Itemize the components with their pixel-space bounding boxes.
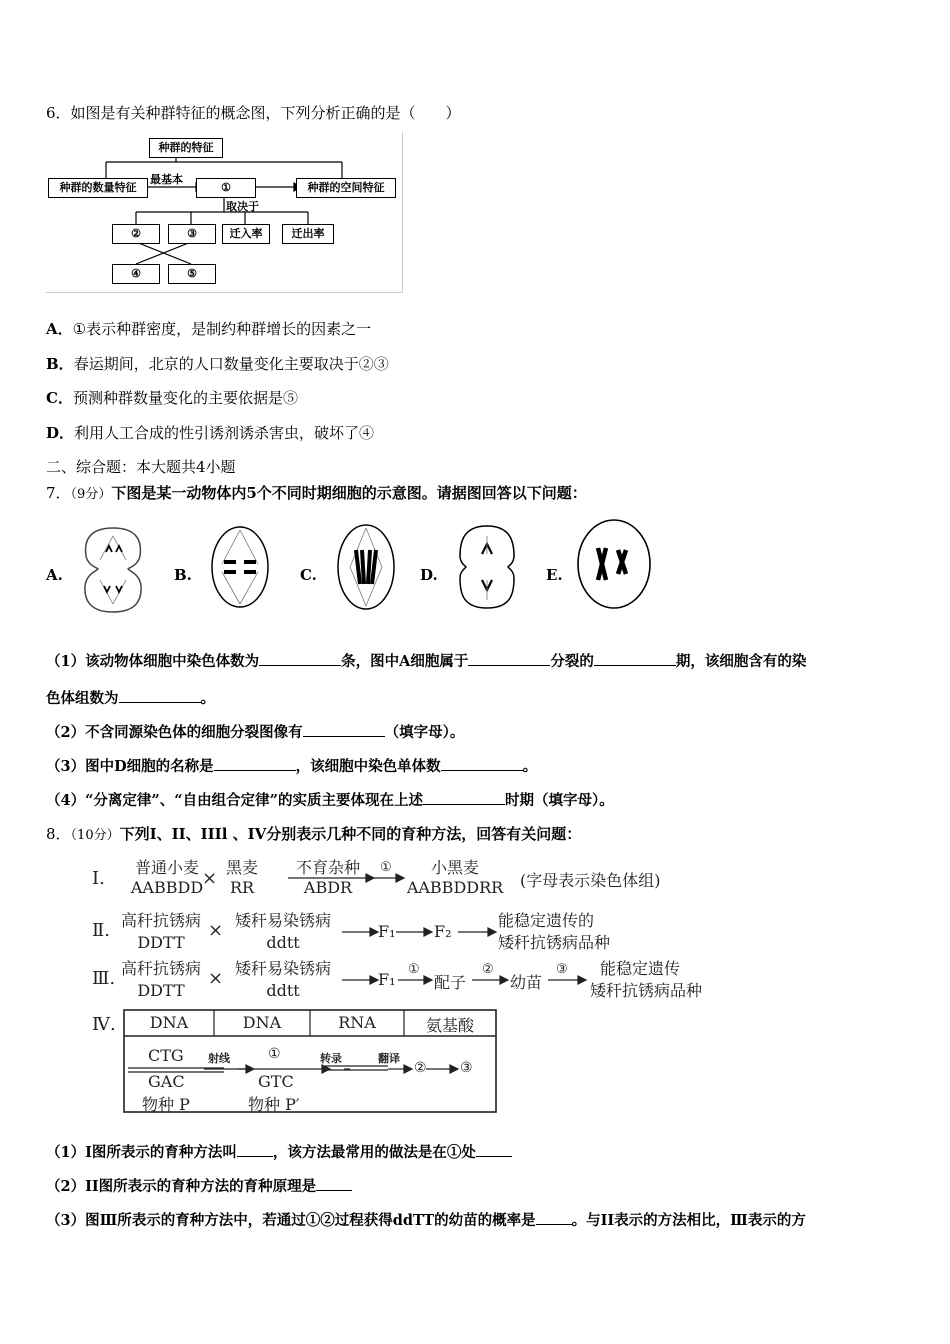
row1-triticale-genome: AABBDDRR [406,878,504,897]
section-heading: 二、综合题：本大题共4小题 [46,458,236,476]
answer-blank[interactable] [237,1142,273,1157]
q8-stem [46,823,581,844]
row4-species-p2: 物种 P′ [248,1095,300,1114]
row2-f2: F₂ [434,922,452,941]
cell-label-a: A. [46,566,63,584]
cell-label-d: D. [420,566,438,584]
cell-a-image [78,522,148,616]
row1-rye-name: 黑麦 [225,858,258,877]
row2-parent1-genotype: DDTT [137,933,185,952]
q7-part3 [46,755,537,776]
cell-label-c: C. [300,566,317,584]
row1-sterile-name: 不育杂种 [295,858,360,877]
answer-blank[interactable] [303,722,385,737]
diagram-box-top: 种群的特征 [149,138,223,158]
q8-p1-text-b: ，该方法最常用的做法是在①处 [272,1144,476,1161]
diagram-box-4: ④ [112,264,160,284]
row1-rye [218,858,266,898]
cell-d-image [454,520,520,614]
q6-option-c [46,387,298,408]
row4-gac: GAC [148,1072,185,1091]
row4-header-rna: RNA [338,1013,376,1032]
option-text: ①表示种群密度，是制约种群增长的因素之一 [72,320,372,338]
q7-part1-cont [46,687,215,708]
row3-seedling: 幼苗 [510,973,543,992]
answer-blank[interactable] [316,1176,352,1191]
option-label: D． [46,424,75,442]
row1-note: (字母表示染色体组) [520,871,661,890]
cell-e-image [574,516,656,614]
row3-parent1-genotype: DDTT [137,981,185,1000]
row3-parent1 [114,958,208,1002]
answer-blank[interactable] [441,756,523,771]
row3-parent2-name: 矮秆易染锈病 [234,959,331,978]
cell-b-image [208,522,272,612]
cross-icon: × [202,868,218,889]
row1-sterile-genome: ABDR [303,878,353,897]
cell-label-b: B. [174,566,192,584]
option-text: 利用人工合成的性引诱剂诱杀害虫，破坏了④ [74,424,375,442]
answer-blank[interactable] [214,756,296,771]
row4-step2: ② [414,1060,427,1076]
row4-step3: ③ [460,1060,473,1076]
row4-header-dna1: DNA [149,1013,189,1032]
q7-p4-text-a: （4）“分离定律”、“自由组合定律”的实质主要体现在上述 [46,792,423,809]
cross-icon: × [208,968,224,989]
q6-option-d [46,422,374,443]
diagram-box-quantity: 种群的数量特征 [48,178,148,198]
row3-result [590,958,702,1002]
q7-p3-text-a: （3）图中D细胞的名称是 [46,758,214,775]
row1-rye-genome: RR [229,878,255,897]
row1-triticale [400,858,510,898]
answer-blank[interactable] [468,651,550,666]
q8-part2 [46,1175,352,1196]
q8-p3-text-a: （3）图Ⅲ所表示的育种方法中，若通过①②过程获得ddTT的幼苗的概率是 [46,1212,536,1229]
q7-part1 [46,650,806,671]
row4-label: Ⅳ. [92,1014,116,1035]
answer-blank[interactable] [536,1210,572,1225]
cell-label-e: E. [546,566,563,584]
q8-p1-text-a: （1）I图所表示的育种方法叫 [46,1144,237,1161]
answer-blank[interactable] [259,651,341,666]
option-label: B． [46,355,74,373]
row4-step1: ① [268,1046,281,1062]
row1-wheat-name: 普通小麦 [134,858,199,877]
q7-p1-text-e: 色体组数为 [46,690,119,707]
row1-label: Ⅰ. [92,868,105,889]
cell-c-image [334,520,398,614]
diagram-box-5: ⑤ [168,264,216,284]
row3-parent2-genotype: ddtt [266,981,300,1000]
q8-p3-text-b: 。与II表示的方法相比，Ⅲ表示的方 [571,1212,806,1229]
q7-p2-text-b: （填字母）。 [384,724,465,741]
row3-label: Ⅲ. [92,968,116,989]
row3-parent2 [226,958,340,1002]
q7-p1-text-f: 。 [200,690,215,707]
q6-option-b [46,353,389,374]
row4-header-aa: 氨基酸 [425,1016,474,1035]
q6-concept-diagram [46,132,403,293]
diagram-connectors [46,132,402,292]
option-label: C． [46,389,73,407]
option-text: 预测种群数量变化的主要依据是⑤ [72,389,298,407]
q6-option-a [46,318,371,339]
q8-part3 [46,1209,806,1230]
q8-breeding-figure [88,856,728,1118]
q7-p1-text-a: （1）该动物体细胞中染色体数为 [46,653,260,670]
diagram-box-out: 迁出率 [282,224,334,244]
row3-gamete: 配子 [434,973,467,992]
row1-step: ① [380,860,392,875]
answer-blank[interactable] [423,790,505,805]
q7-text: 下图是某一动物体内5个不同时期细胞的示意图。请据图回答以下问题： [111,484,587,502]
q8-score: （10分） [70,828,120,843]
row2-parent1-name: 高秆抗锈病 [120,911,201,930]
row2-label: Ⅱ. [92,920,110,941]
row3-step1: ① [408,962,420,977]
row2-result [498,910,610,954]
diagram-box-spatial: 种群的空间特征 [296,178,396,198]
row3-step2: ② [482,962,494,977]
row1-sterile [284,858,372,898]
row2-f1: F₁ [378,922,396,941]
diagram-box-1: ① [196,178,256,198]
diagram-box-3: ③ [168,224,216,244]
row1-triticale-name: 小黑麦 [430,858,479,877]
row3-result-line1: 能稳定遗传 [600,959,681,978]
q7-num: 7． [46,484,71,502]
row1-wheat-genome: AABBDD [130,878,204,897]
row4-ctg: CTG [148,1046,184,1065]
diagram-label-depends: 取决于 [226,200,259,213]
q7-part2 [46,721,464,742]
answer-blank[interactable] [594,651,676,666]
answer-blank[interactable] [476,1142,512,1157]
q7-p1-text-d: 期，该细胞含有的染 [675,653,807,670]
row4-gtc: GTC [258,1072,294,1091]
q8-part1 [46,1141,512,1162]
q6-stem: 6．如图是有关种群特征的概念图，下列分析正确的是（ ） [46,104,461,122]
row3-result-line2: 矮秆抗锈病品种 [590,981,703,1000]
row2-parent2 [226,910,340,954]
row3-parent1-name: 高秆抗锈病 [120,959,201,978]
q7-p2-text-a: （2）不含同源染色体的细胞分裂图像有 [46,724,303,741]
option-label: A． [46,320,73,338]
diagram-label-basic: 最基本 [150,173,183,186]
row2-result-line2: 矮秆抗锈病品种 [498,933,611,952]
row2-parent1 [114,910,208,954]
row4-translate: 翻译 [378,1052,400,1065]
row4-transcribe: 转录 [320,1052,342,1065]
answer-blank[interactable] [119,688,201,703]
row3-step3: ③ [556,962,568,977]
q7-p3-text-b: ，该细胞中染色单体数 [295,758,441,775]
row2-parent2-genotype: ddtt [266,933,300,952]
q7-p3-text-c: 。 [522,758,538,775]
row4-ray: 射线 [208,1052,230,1065]
row4-header-dna2: DNA [242,1013,282,1032]
option-text: 春运期间，北京的人口数量变化主要取决于②③ [73,355,389,373]
q7-p1-text-b: 条，图中A细胞属于 [341,653,469,670]
row4-species-p: 物种 P [142,1095,190,1114]
q7-score: （9分） [70,487,112,502]
cross-icon: × [208,920,224,941]
row3-f1: F₁ [378,970,396,989]
diagram-box-in: 迁入率 [222,224,270,244]
row2-parent2-name: 矮秆易染锈病 [234,911,331,930]
row1-wheat [124,858,210,898]
q7-part4 [46,789,614,810]
q8-text: 下列I、II、IIIl 、IV分别表示几种不同的育种方法，回答有关问题： [119,825,582,843]
q7-stem [46,482,587,503]
q8-p2-text-a: （2）II图所表示的育种方法的育种原理是 [46,1178,317,1195]
q7-p4-text-b: 时期（填字母）。 [504,792,614,809]
row2-result-line1: 能稳定遗传的 [498,911,595,930]
diagram-box-2: ② [112,224,160,244]
q8-num: 8． [46,825,71,843]
q7-p1-text-c: 分裂的 [550,653,594,670]
